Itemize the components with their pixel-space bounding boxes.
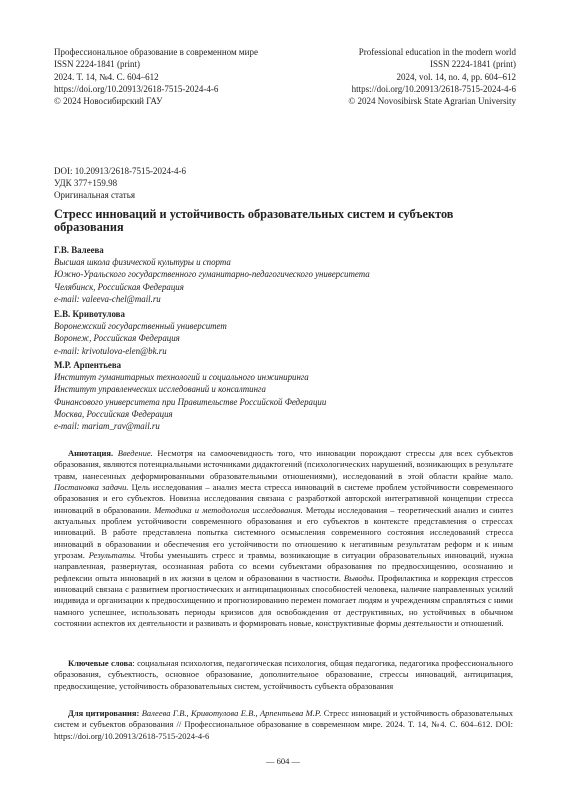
abstract-task-label: Постановка задачи. — [54, 482, 129, 493]
abstract-label: Аннотация. — [68, 448, 114, 458]
header-line: © 2024 Новосибирский ГАУ — [54, 96, 163, 107]
header-line: 2024. Т. 14, №4. С. 604–612 — [54, 71, 159, 82]
author-affiliation: Южно-Уральского государственного гуманитарно-педагогического университета — [54, 269, 370, 280]
header-line: ISSN 2224-1841 (print) — [54, 59, 140, 70]
header-doi-link[interactable]: https://doi.org/10.20913/2618-7515-2024-4-6 — [54, 83, 219, 94]
article-type: Оригинальная статья — [54, 190, 135, 201]
author-name: Г.В. Валеева — [54, 245, 104, 255]
journal-header-ru — [54, 46, 258, 107]
header-line: ISSN 2224-1841 (print) — [430, 59, 516, 70]
author-email[interactable]: e-mail: mariam_rav@mail.ru — [54, 421, 160, 432]
author-affiliation: Институт управленческих исследований и консалтинга — [54, 384, 266, 395]
author-email[interactable]: e-mail: krivotulova-elen@bk.ru — [54, 345, 167, 356]
abstract-methods-text: Методы исследования – теоретический анализ и синтез актуальных проблем устойчивости современного образования и его субъектов в контексте представления о стрессах инноваций. В работе представлена попытка системного осмысления современного состояния исследований стресса инноваций в образовании и обеспечения его устойчивости по отношению к негативным результатам реформ и к иным угрозам. — [54, 504, 513, 561]
header-line: Professional education in the modern world — [358, 47, 516, 57]
journal-header-en — [348, 46, 516, 107]
author-location: Челябинск, Российская Федерация — [54, 281, 184, 292]
author-email[interactable]: e-mail: valeeva-chel@mail.ru — [54, 293, 161, 304]
keywords-text: : социальная психология, педагогическая психология, общая педагогика, педагогика профессионального образования, субъектность, основное образование, дополнительное образование, стрессы инноваций, антиципация, предвосхищение, устойчивость образовательных систем, устойчивость субъекта образования — [54, 658, 514, 691]
citation-text: Стресс инноваций и устойчивость образовательных систем и субъектов образования // Профессиональное образование в современном мире. 2024. Т. 14, №4. С. 604–612. DOI: https://doi.org/10.20913/2618-7515-2024-4-6 — [54, 708, 513, 741]
abstract-task-text: Цель исследования – анализ места стресса инноваций в системе проблем устойчивости современного образования и его субъектов. Новизна исследования связана с разработкой авторской интегративной концепции стресса инноваций в образовании. — [54, 482, 513, 515]
abstract-conclusions-label: Выводы. — [343, 572, 375, 583]
author-name: Е.В. Кривотулова — [54, 309, 125, 319]
article-title: Стресс инноваций и устойчивость образовательных систем и субъектов образования — [54, 207, 454, 235]
abstract-results-text: Чтобы уменьшить стресс и травмы, возникающие в ситуации образовательных инноваций, нужна направленная, развернутая, осознанная работа со всеми субъектами образования по предвосхищению, осознанию и рефлексии опыта инноваций в их жизни в целом и образовании в частности. — [54, 550, 514, 583]
abstract — [54, 448, 513, 630]
udk: УДК 377+159.98 — [54, 178, 118, 189]
author-location: Москва, Российская Федерация — [54, 408, 173, 419]
header-line: Профессиональное образование в современном мире — [54, 47, 258, 57]
citation-label: Для цитирования: — [68, 708, 140, 718]
author-affiliation: Институт гуманитарных технологий и социального инжиниринга — [54, 372, 309, 383]
header-doi-link[interactable]: https://doi.org/10.20913/2618-7515-2024-4-6 — [351, 83, 516, 94]
abstract-conclusions-text: Профилактика и коррекция стрессов инноваций связана с развитием прогностических и антиципационных способностей человека, наличие направленных усилий индивида и организации к предвосхищению и прогнозированию перемен помогает людям и учреждениям справляться с ними намного успешнее, использовать периоды кризисов для освобождения от деструктивных, но устойчивых в обычном состоянии аспектов их деятельности и развивать и формировать новые, конструктивные формы деятельности и отношений. — [54, 572, 513, 629]
abstract-methods-label: Методика и методология исследования. — [154, 504, 303, 515]
author-affiliation: Воронежский государственный университет — [54, 321, 227, 332]
abstract-intro-text: Несмотря на самоочевидность того, что инновации порождают стрессы для всех субъектов образования, являются потенциальными источниками дидактогений (психологических нарушений, возникающих в результате травм, нанесенных деформированными образовательными отношениями), исследований в этой области крайне мало. — [54, 448, 513, 481]
author-block — [54, 359, 514, 432]
author-affiliation: Финансового университета при Правительстве Российской Федерации — [54, 396, 327, 407]
header-line: © 2024 Novosibirsk State Agrarian University — [348, 96, 516, 107]
header-line: 2024, vol. 14, no. 4, pp. 604–612 — [396, 71, 516, 82]
author-block — [54, 308, 514, 357]
abstract-intro-label: Введение. — [117, 448, 153, 458]
author-location: Воронеж, Российская Федерация — [54, 333, 180, 344]
author-affiliation: Высшая школа физической культуры и спорта — [54, 257, 231, 268]
doi: DOI: 10.20913/2618-7515-2024-4-6 — [54, 166, 186, 176]
article-meta — [54, 165, 186, 202]
citation — [54, 708, 513, 742]
citation-authors: Валеева Г.В., Кривотулова Е.В., Арпентьева М.Р. — [139, 708, 322, 718]
author-block — [54, 244, 514, 305]
author-name: М.Р. Арпентьева — [54, 360, 122, 370]
keywords-label: Ключевые слова — [68, 658, 133, 668]
page-number: — 604 — — [266, 756, 300, 766]
keywords — [54, 658, 513, 692]
abstract-results-label: Результаты. — [88, 550, 137, 561]
